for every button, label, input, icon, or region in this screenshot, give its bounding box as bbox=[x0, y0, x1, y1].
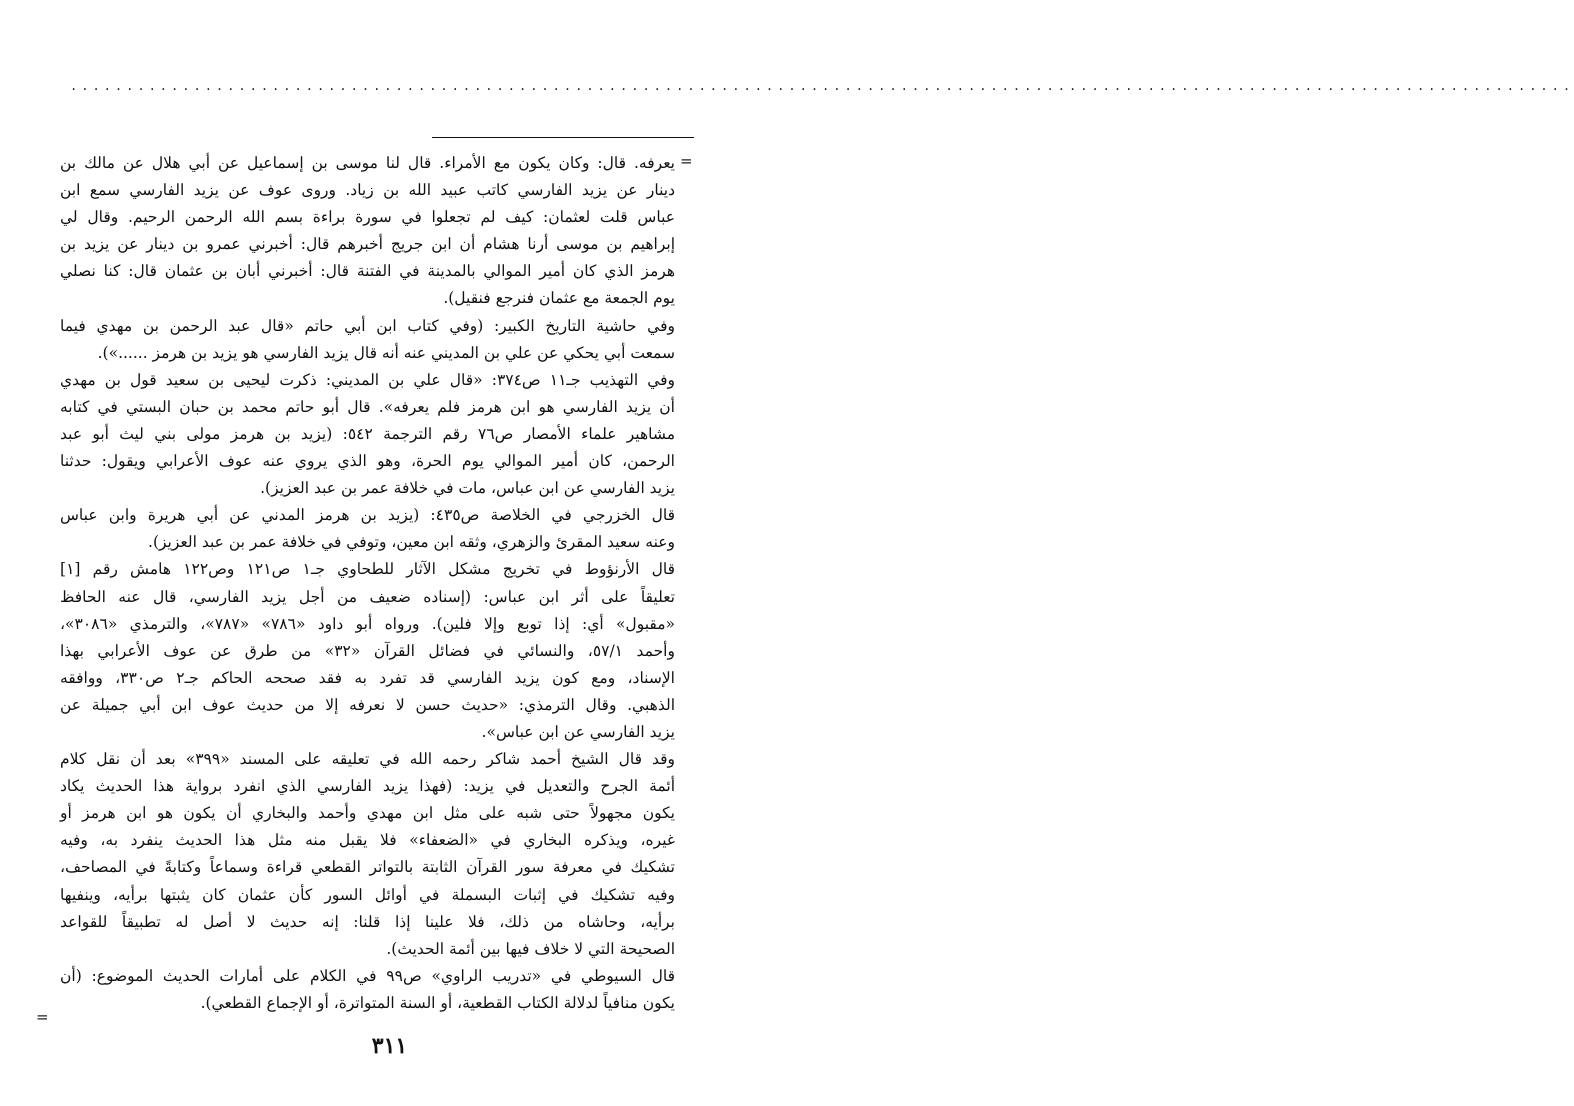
footnote-text-block bbox=[60, 150, 675, 1017]
text-line: وفيه تشكيك في إثبات البسملة في أوائل السور كأن عثمان كان يثبتها برأيه، وينفيها bbox=[60, 885, 675, 904]
text-line: الإسناد، ومع كون يزيد الفارسي قد تفرد به فقد صححه الحاكم جـ٢ ص٣٣٠، ووافقه bbox=[60, 668, 675, 687]
header-dotted-line: ...................................................................................................................................... bbox=[70, 79, 1574, 93]
text-line: برأيه، وحاشاه من ذلك، فلا علينا إذا قلنا: إنه حديث لا أصل له تطبيقاً للقواعد bbox=[60, 912, 675, 931]
text-line: يزيد الفارسي عن ابن عباس، مات في خلافة عمر بن عبد العزيز). bbox=[260, 479, 675, 498]
paragraph bbox=[60, 367, 675, 502]
paragraph bbox=[60, 556, 675, 746]
text-line: يوم الجمعة مع عثمان فنرجع فنقيل). bbox=[443, 289, 675, 308]
text-line: قال الأرنؤوط في تخريج مشكل الآثار للطحاوي جـ١ ص١٢١ وص١٢٢ هامش رقم [١] bbox=[60, 560, 676, 579]
text-line: وأحمد ٥٧/١، والنسائي في فضائل القرآن «٣٢» من طرق عن عوف الأعرابي بهذا bbox=[60, 641, 675, 660]
text-line: الصحيحة التي لا خلاف فيها بين أئمة الحديث). bbox=[386, 939, 675, 958]
text-line: غيره، ويذكره البخاري في «الضعفاء» فلا يقبل منه مثل هذا الحديث ينفرد به، وفيه bbox=[60, 831, 675, 850]
text-line: يعرفه. قال: وكان يكون مع الأمراء. قال لنا موسى بن إسماعيل عن أبي هلال عن مالك بن bbox=[60, 154, 675, 172]
text-line: الذهبي. وقال الترمذي: «حديث حسن لا نعرفه إلا من حديث عوف ابن أبي جميلة عن bbox=[60, 695, 675, 714]
text-line: عباس قلت لعثمان: كيف لم تجعلوا في سورة براءة بسم الله الرحمن الرحيم. وقال لي bbox=[60, 208, 675, 227]
text-line: يكون مجهولاً حتى شبه على مثل ابن مهدي وأحمد والبخاري أن يكون هو ابن هرمز أو bbox=[60, 804, 675, 823]
text-line: أئمة الجرح والتعديل في يزيد: (فهذا يزيد الفارسي الذي انفرد برواية هذا الحديث يكاد bbox=[60, 777, 675, 796]
text-line: أن يزيد الفارسي هو ابن هرمز فلم يعرفه». قال أبو حاتم محمد بن حبان البستي في كتابه bbox=[60, 397, 675, 416]
text-line: يزيد الفارسي عن ابن عباس». bbox=[481, 722, 675, 741]
paragraph bbox=[60, 746, 675, 963]
text-line: «مقبول» أي: إذا توبع وإلا فلين). ورواه أبو داود «٧٨٦» «٧٨٧»، والترمذي «٣٠٨٦»، bbox=[60, 614, 675, 633]
text-line: تعليقاً على أثر ابن عباس: (إسناده ضعيف من أجل يزيد الفارسي، قال عنه الحافظ bbox=[60, 587, 675, 606]
paragraph bbox=[60, 313, 675, 367]
text-line: دينار عن يزيد الفارسي كاتب عبيد الله بن زياد. وروى عوف عن يزيد الفارسي سمع ابن bbox=[60, 181, 675, 200]
continuation-marker-bottom: = bbox=[36, 1008, 49, 1026]
text-line: وعنه سعيد المقرئ والزهري، وثقه ابن معين، وتوفي في خلافة عمر بن عبد العزيز). bbox=[148, 533, 675, 552]
text-line: وفي التهذيب جـ١١ ص٣٧٤: «قال علي بن المديني: ذكرت ليحيى بن سعيد قول بن مهدي bbox=[60, 370, 676, 389]
text-line: هرمز الذي كان أمير الموالي بالمدينة في الفتنة قال: أخبرني أبان بن عثمان قال: كنا نصلي bbox=[60, 262, 675, 281]
paragraph bbox=[60, 963, 675, 1017]
text-line: سمعت أبي يحكي عن علي بن المديني عنه أنه قال يزيد الفارسي هو يزيد بن هرمز ......»). bbox=[97, 343, 675, 362]
text-line: تشكيك في معرفة سور القرآن الثابتة بالتواتر القطعي قراءة وسماعاً وكتابةً في المصاحف، bbox=[60, 858, 675, 877]
text-line: يكون منافياً لدلالة الكتاب القطعية، أو السنة المتواترة، أو الإجماع القطعي). bbox=[200, 993, 675, 1012]
text-line: قال السيوطي في «تدريب الراوي» ص٩٩ في الكلام على أمارات الحديث الموضوع: (أن bbox=[60, 966, 676, 985]
text-line: إبراهيم بن موسى أرنا هشام أن ابن جريج أخبرهم قال: أخبرني عمرو بن دينار عن يزيد بن bbox=[60, 235, 675, 254]
paragraph bbox=[60, 502, 675, 556]
page-number: ٣١١ bbox=[371, 1033, 408, 1059]
continuation-marker-top: = bbox=[680, 152, 693, 170]
text-line: الرحمن، كان أمير الموالي يوم الحرة، وهو الذي يروي عنه عوف الأعرابي ويقول: حدثنا bbox=[60, 452, 675, 471]
paragraph bbox=[60, 150, 675, 313]
text-line: وقد قال الشيخ أحمد شاكر رحمه الله في تعليقه على المسند «٣٩٩» بعد أن نقل كلام bbox=[60, 750, 675, 769]
text-line: وفي حاشية التاريخ الكبير: (وفي كتاب ابن أبي حاتم «قال عبد الرحمن بن مهدي فيما bbox=[60, 316, 675, 335]
footnote-separator-rule bbox=[432, 137, 694, 138]
text-line: مشاهير علماء الأمصار ص٧٦ رقم الترجمة ٥٤٢: (يزيد بن هرمز مولى بني ليث أبو عبد bbox=[60, 424, 675, 443]
text-line: قال الخزرجي في الخلاصة ص٤٣٥: (يزيد بن هرمز المدني عن أبي هريرة وابن عباس bbox=[60, 506, 675, 525]
